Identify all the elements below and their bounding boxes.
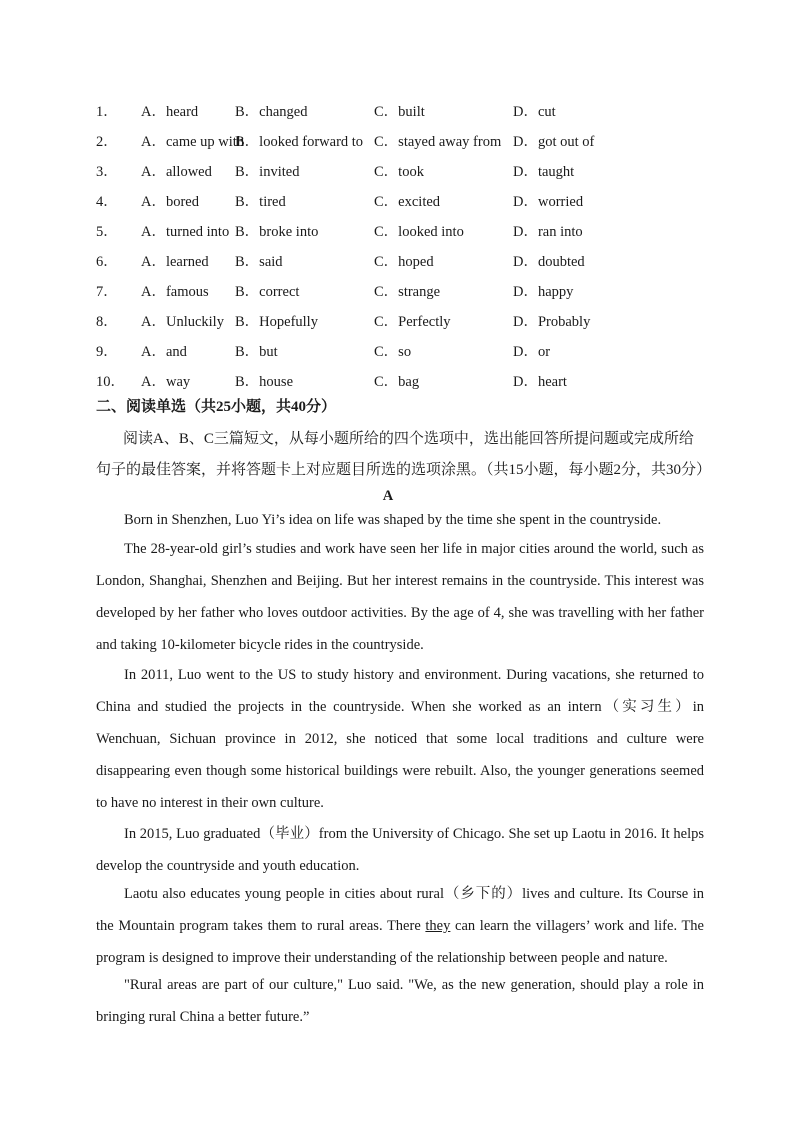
option-b: B．tired <box>235 193 286 210</box>
option-a: A．turned into <box>141 223 230 240</box>
passage-paragraph-3: In 2011, Luo went to the US to study history and environment. During vacations, she returned to China and studied the projects in the countryside. When she worked as an intern（实习生）in Wenchuan, Sichuan province in 2012, she noticed that some local traditions and culture were disappearing even though some historical buildings were rebuilt. Also, the younger generations seemed to have no interest in their own culture. <box>96 667 704 811</box>
option-c: C．took <box>374 163 424 180</box>
option-c: C．stayed away from <box>374 133 502 150</box>
option-a: A．famous <box>141 283 209 300</box>
passage-paragraph-5 <box>96 878 704 974</box>
question-number: 9． <box>96 343 118 360</box>
passage-title: A <box>382 488 394 504</box>
passage-paragraph-4: In 2015, Luo graduated（毕业）from the University of Chicago. She set up Laotu in 2016. It helps develop the countryside and youth education. <box>96 826 704 874</box>
option-c: C．Perfectly <box>374 313 451 330</box>
option-c: C．excited <box>374 193 441 210</box>
option-a: A．Unluckily <box>141 313 224 330</box>
question-row <box>96 185 613 215</box>
question-number: 2． <box>96 133 118 150</box>
question-row <box>96 245 613 275</box>
option-b: B．house <box>235 373 293 390</box>
option-d: D．worried <box>513 193 584 210</box>
paragraph-5-text-end: can learn the villagers’ work and life. The program is designed to improve their understanding of the relationship between people and nature. <box>96 918 704 966</box>
question-number: 8． <box>96 313 118 330</box>
question-number: 6． <box>96 253 118 270</box>
option-d: D．Probably <box>513 313 591 330</box>
section-heading: 二、阅读单选（共25小题，共40分） <box>96 399 337 415</box>
option-b: B．said <box>235 253 283 270</box>
option-c: C．built <box>374 103 425 120</box>
option-a: A．and <box>141 343 187 360</box>
option-b: B．but <box>235 343 278 360</box>
question-row <box>96 215 613 245</box>
question-row <box>96 305 613 335</box>
passage-paragraph-6: "Rural areas are part of our culture," Luo said. "We, as the new generation, should play a role in bringing rural China a better future.” <box>96 977 704 1025</box>
option-d: D．happy <box>513 283 574 300</box>
option-c: C．hoped <box>374 253 434 270</box>
option-d: D．cut <box>513 103 556 120</box>
option-b: B．looked forward to <box>235 133 364 150</box>
option-c: C．so <box>374 343 412 360</box>
question-row <box>96 365 613 395</box>
passage-paragraph-1: Born in Shenzhen, Luo Yi’s idea on life was shaped by the time she spent in the countryside. <box>124 512 662 528</box>
option-c: C．bag <box>374 373 420 390</box>
option-d: D．ran into <box>513 223 583 240</box>
question-row <box>96 155 613 185</box>
question-number: 1． <box>96 103 118 120</box>
underlined-word: they <box>425 918 451 934</box>
option-b: B．broke into <box>235 223 319 240</box>
option-c: C．looked into <box>374 223 464 240</box>
option-a: A．allowed <box>141 163 212 180</box>
option-b: B．changed <box>235 103 308 120</box>
question-row <box>96 275 613 305</box>
option-d: D．doubted <box>513 253 585 270</box>
question-row <box>96 125 613 155</box>
option-d: D．got out of <box>513 133 595 150</box>
option-a: A．learned <box>141 253 209 270</box>
option-a: A．heard <box>141 103 199 120</box>
question-number: 3． <box>96 163 118 180</box>
option-d: D．taught <box>513 163 575 180</box>
passage-paragraph-2: The 28-year-old girl’s studies and work have seen her life in major cities around the world, such as London, Shanghai, Shenzhen and Beijing. But her interest remains in the countryside. This interest was developed by her father who loves outdoor activities. By the age of 4, she was travelling with her father and taking 10-kilometer bicycle rides in the countryside. <box>96 541 704 653</box>
section-instructions: 阅读A、B、C三篇短文，从每小题所给的四个选项中，选出能回答所提问题或完成所给句子的最佳答案，并将答题卡上对应题目所选的选项涂黑。（共15小题，每小题2分，共30分） <box>96 431 712 478</box>
question-row <box>96 95 613 125</box>
option-d: D．or <box>513 343 551 360</box>
option-a: A．came up with <box>141 133 245 150</box>
question-number: 4． <box>96 193 118 210</box>
question-number: 10． <box>96 373 125 390</box>
question-number: 5． <box>96 223 118 240</box>
question-number: 7． <box>96 283 118 300</box>
option-a: A．bored <box>141 193 199 210</box>
question-row <box>96 335 613 365</box>
option-d: D．heart <box>513 373 567 390</box>
option-a: A．way <box>141 373 191 390</box>
answer-options-table <box>96 95 613 395</box>
option-b: B．correct <box>235 283 300 300</box>
option-c: C．strange <box>374 283 441 300</box>
paragraph-5-text-start: Laotu also educates young people in cities about rural（乡下的）lives and culture. Its Course in the Mountain program takes them to rural areas. There <box>96 886 704 934</box>
option-b: B．invited <box>235 163 300 180</box>
option-b: B．Hopefully <box>235 313 318 330</box>
